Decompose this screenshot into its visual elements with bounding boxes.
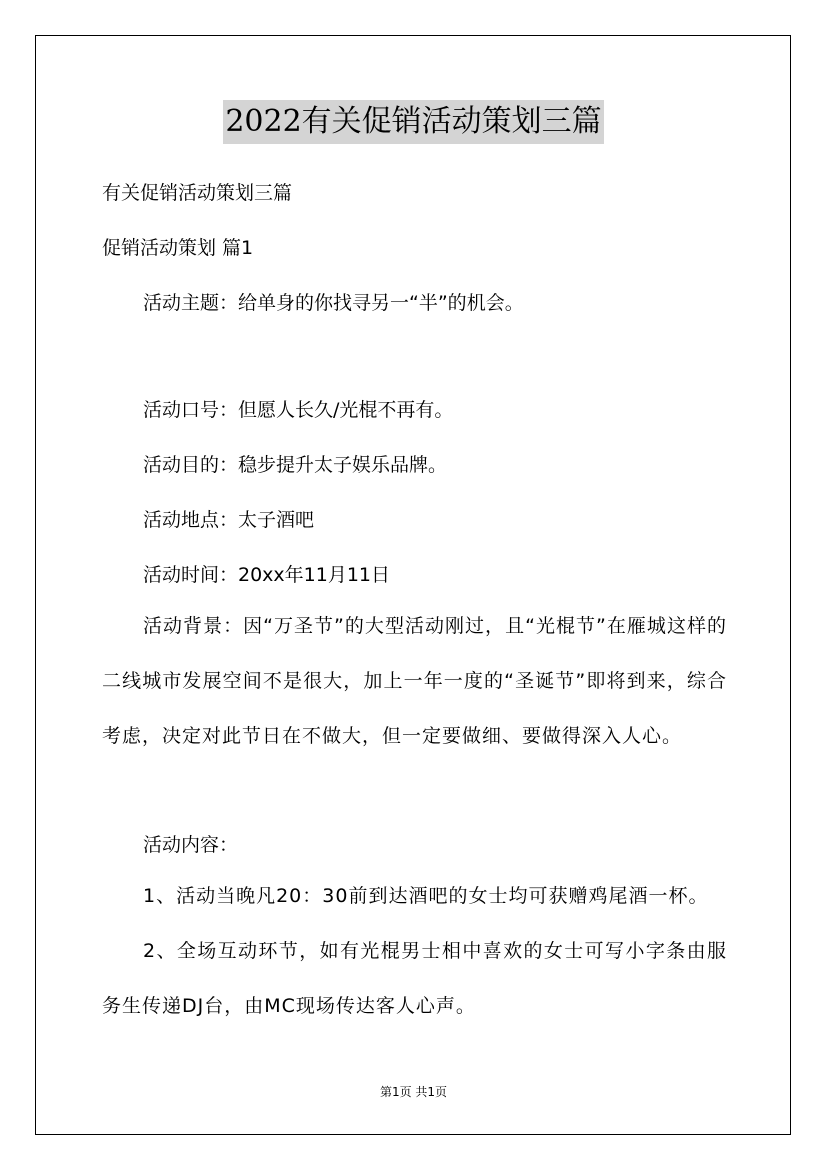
activity-background: 活动背景：因“万圣节”的大型活动刚过，且“光棍节”在雁城这样的二线城市发展空间不是很大，加上一年一度的“圣诞节”即将到来，综合考虑，决定对此节日在不做大，但一定要做细、要做得深入人心。 <box>102 615 727 747</box>
activity-content-heading: 活动内容： <box>143 834 239 856</box>
document-title: 2022有关促销活动策划三篇 <box>223 100 603 144</box>
activity-item-2: 2、全场互动环节，如有光棍男士相中喜欢的女士可写小字条由服务生传递DJ台，由MC现场传达客人心声。 <box>102 940 727 1017</box>
page-footer: 第1页 共1页 <box>379 1085 448 1099</box>
activity-theme: 活动主题：给单身的你找寻另一“半”的机会。 <box>143 292 524 314</box>
section-heading: 促销活动策划 篇1 <box>102 237 254 259</box>
activity-time: 活动时间：20xx年11月11日 <box>143 564 391 586</box>
activity-item-1: 1、活动当晚凡20：30前到达酒吧的女士均可获赠鸡尾酒一杯。 <box>143 885 709 907</box>
activity-location: 活动地点：太子酒吧 <box>143 509 315 531</box>
activity-purpose: 活动目的：稳步提升太子娱乐品牌。 <box>143 454 448 476</box>
activity-slogan: 活动口号：但愿人长久/光棍不再有。 <box>143 399 454 421</box>
document-subtitle: 有关促销活动策划三篇 <box>102 182 293 204</box>
title-wrap <box>0 100 827 144</box>
